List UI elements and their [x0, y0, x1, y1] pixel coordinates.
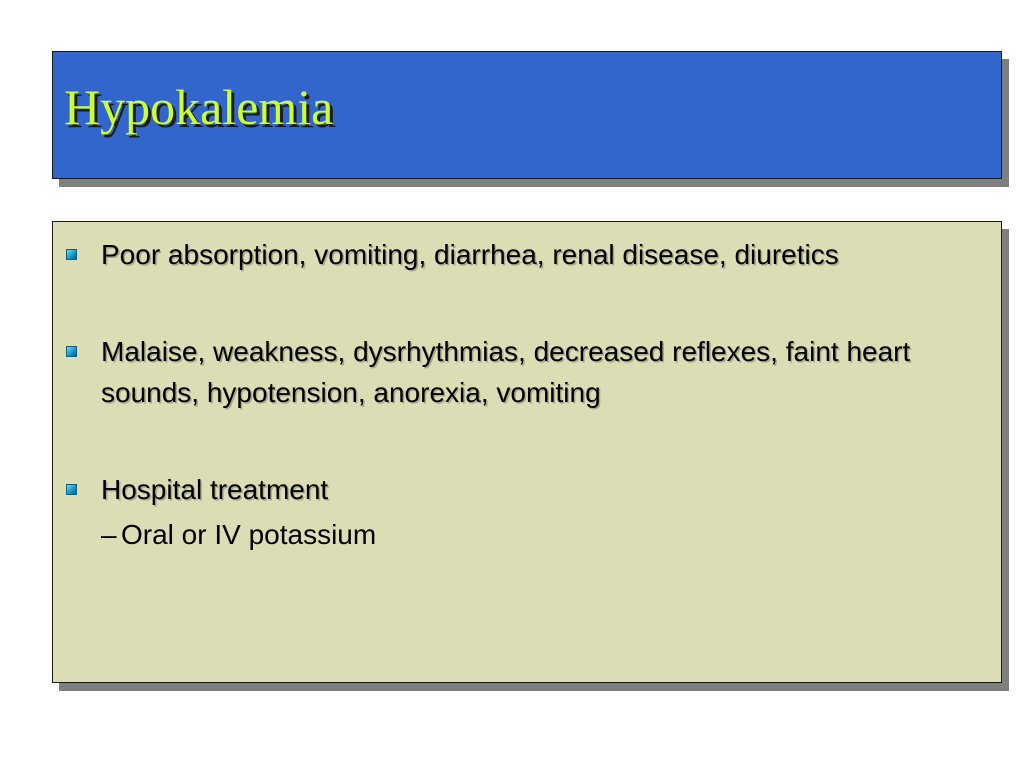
- title-box: [52, 51, 1002, 179]
- square-bullet-icon: [66, 484, 77, 495]
- bullet-text: Poor absorption, vomiting, diarrhea, renal disease, diuretics: [101, 239, 839, 270]
- square-bullet-icon: [66, 346, 77, 357]
- bullet-item: [53, 234, 1001, 275]
- bullet-item: [53, 469, 1001, 553]
- slide-title: Hypokalemia: [64, 79, 334, 135]
- dash-marker: –: [101, 519, 117, 550]
- bullet-list: [53, 234, 1001, 553]
- bullet-text: Malaise, weakness, dysrhythmias, decreased reflexes, faint heart sounds, hypotension, anorexia, vomiting: [101, 336, 911, 408]
- content-box: [52, 221, 1002, 683]
- sub-bullet-list: [101, 517, 941, 553]
- bullet-item: [53, 331, 1001, 413]
- sub-bullet-item: [101, 517, 941, 553]
- bullet-text: Hospital treatment: [101, 474, 329, 505]
- sub-bullet-text: Oral or IV potassium: [121, 519, 377, 550]
- square-bullet-icon: [66, 249, 77, 260]
